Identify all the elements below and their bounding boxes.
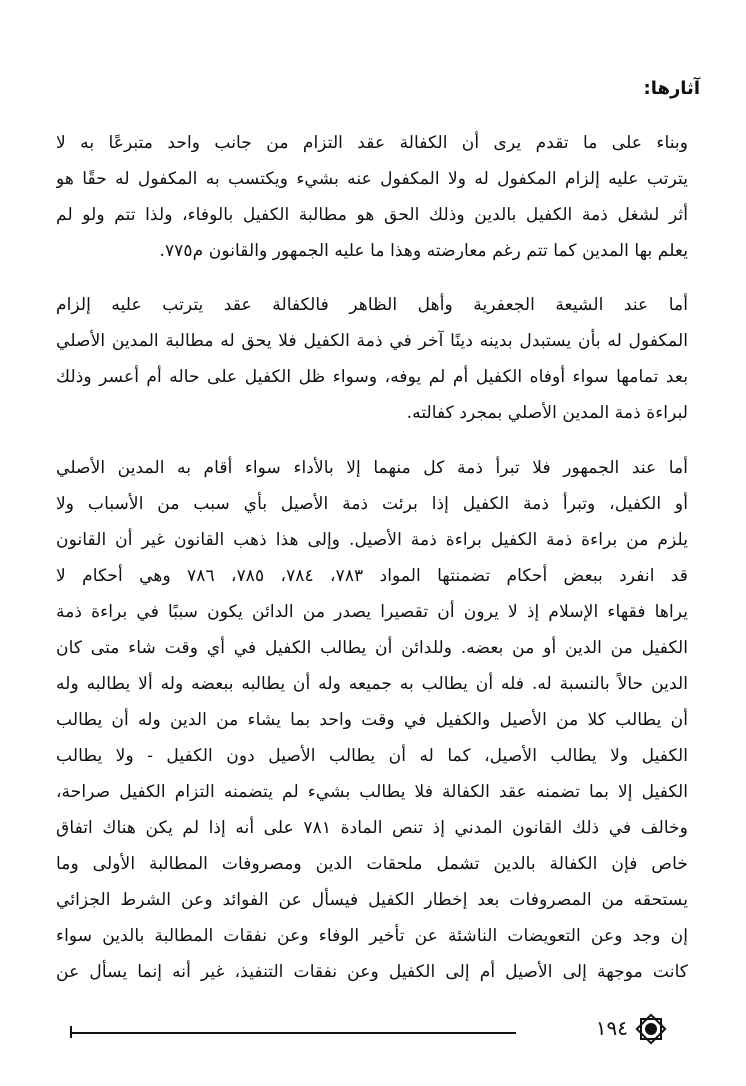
text-line: المكفول له بأن يستبدل بدينه دينًا آخر في ذمة الكفيل فلا يحق له مطالبة المدين الأصلي — [56, 331, 688, 351]
text-line: يترتب عليه إلزام المكفول له ولا المكفول عنه بشيء ويكتسب به المكفول له حقًا هو — [56, 169, 688, 189]
text-line: وخالف في ذلك القانون المدني إذ تنص المادة ٧٨١ على أنه إذا لم يكن هناك اتفاق — [56, 818, 688, 838]
text-line: الدين حالاً بالنسبة له. فله أن يطالب به جميعه وله أن يطالبه ببعضه وله ألا يطالبه وله — [56, 674, 688, 694]
eight-point-star-icon — [634, 1012, 668, 1046]
text-line: أما عند الشيعة الجعفرية وأهل الظاهر فالكفالة عقد يترتب عليه إلزام — [56, 295, 688, 315]
text-line: خاص فإن الكفالة بالدين تشمل ملحقات الدين ومصروفات المطالبة الأولى وما — [56, 854, 688, 874]
paragraph-3 — [56, 450, 688, 990]
text-line: يلزم من براءة ذمة الكفيل براءة ذمة الأصيل. وإلى هذا ذهب القانون غير أن القانون — [56, 530, 688, 550]
text-line: أن يطالب كلا من الأصيل والكفيل في وقت واحد بما يشاء من الدين وله أن يطالب — [56, 710, 688, 730]
page-footer — [0, 1010, 746, 1050]
text-line: أو الكفيل، وتبرأ ذمة الكفيل إذا برئت ذمة الأصيل بأي سبب من الأسباب ولا — [56, 494, 688, 514]
text-line: لبراءة ذمة المدين الأصلي بمجرد كفالته. — [406, 403, 688, 423]
text-line: الكفيل إلا بما تضمنه عقد الكفالة فلا يطالب بشيء لم يتضمنه التزام الكفيل صراحة، — [56, 782, 688, 802]
paragraph-2 — [56, 287, 688, 431]
text-line: أما عند الجمهور فلا تبرأ ذمة كل منهما إلا بالأداء سواء أقام به المدين الأصلي — [56, 458, 688, 478]
page-number: ١٩٤ — [595, 1016, 628, 1040]
footer-rule-end — [70, 1026, 72, 1038]
text-line: إن وجد وعن التعويضات الناشئة عن تأخير الوفاء وعن نفقات المطالبة بالدين سواء — [56, 926, 688, 946]
footer-rule — [70, 1032, 516, 1034]
text-line: أثر لشغل ذمة الكفيل بالدين وذلك الحق هو مطالبة الكفيل بالوفاء، ولذا تتم ولو لم — [56, 205, 688, 225]
text-line: يعلم بها المدين كما تتم رغم معارضته وهذا ما عليه الجمهور والقانون م٧٧٥. — [159, 241, 688, 261]
paragraph-1 — [56, 125, 688, 269]
section-heading: آثارها: — [643, 78, 700, 99]
text-line: قد انفرد ببعض أحكام تضمنتها المواد ٧٨٣، ٧٨٤، ٧٨٥، ٧٨٦ وهي أحكام لا — [56, 566, 688, 586]
text-line: يستحقه من المصروفات بعد إخطار الكفيل فيسأل عن الفوائد وعن الشرط الجزائي — [56, 890, 688, 910]
text-line: وبناء على ما تقدم يرى أن الكفالة عقد التزام من جانب واحد متبرعًا به لا — [56, 133, 688, 153]
text-line: بعد تمامها سواء أوفاه الكفيل أم لم يوفه، وسواء ظل الكفيل على حاله أم أعسر وذلك — [56, 367, 688, 387]
text-line: الكفيل ولا يطالب الأصيل، كما له أن يطالب الأصيل دون الكفيل - ولا يطالب — [56, 746, 688, 766]
text-line: يراها فقهاء الإسلام إذ لا يرون أن تقصيرا يصدر من الدائن يكون سببًا في براءة ذمة — [56, 602, 688, 622]
text-line: الكفيل من الدين أو من بعضه. وللدائن أن يطالب الكفيل في أي وقت شاء متى كان — [56, 638, 688, 658]
text-line: كانت موجهة إلى الأصيل أم إلى الكفيل وعن نفقات التنفيذ، غير أنه إنما يسأل عن — [56, 962, 688, 982]
